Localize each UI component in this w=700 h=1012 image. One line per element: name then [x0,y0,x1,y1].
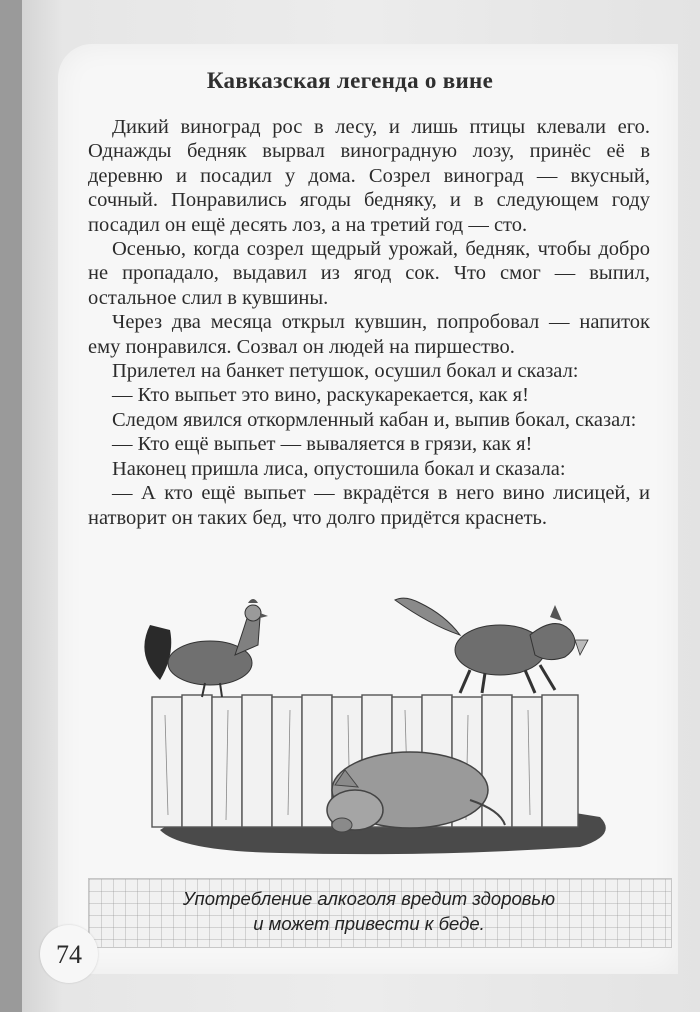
fox-icon [395,598,588,693]
paragraph: — Кто ещё выпьет — вываляется в грязи, как я! [112,433,533,456]
page-number: 74 [56,940,82,969]
warning-line-2: и может привести к беде. [253,913,485,934]
paragraph: Следом явился откормленный кабан и, выпив бокал, сказал: [112,408,637,431]
paragraph: Прилетел на банкет петушок, осушил бокал и сказал: [112,360,579,383]
paragraph: Наконец пришла лиса, опустошила бокал и сказала: [112,457,566,480]
paragraph: — А кто ещё выпьет — вкрадётся в него вино лисицей, и натворит он таких бед, что долго придётся краснеть. [88,482,650,529]
paragraph: Осенью, когда созрел щедрый урожай, бедняк, чтобы добро не пропадало, выдавил из ягод сок. Что смог — выпил, остальное слил в кувшины. [88,238,650,309]
paragraph: Дикий виноград рос в лесу, и лишь птицы клевали его. Однажды бедняк вырвал виноградную лозу, принёс её в деревню и посадил у дома. Созрел виноград — вкусный, сочный. Понравились ягоды бедняку, и в следующем году посадил он ещё десять лоз, а на третий год — сто. [88,116,650,236]
warning-line-1: Употребление алкоголя вредит здоровью [182,888,556,909]
page-title: Кавказская легенда о вине [206,68,494,93]
paragraph: Через два месяца открыл кувшин, попробовал — напиток ему понравился. Созвал он людей на пиршество. [88,311,650,358]
story-text [88,115,650,530]
paragraph: — Кто выпьет это вино, раскукарекается, как я! [112,384,529,407]
fence-illustration [130,585,630,875]
warning-note [88,886,650,936]
rooster-icon [144,599,268,697]
